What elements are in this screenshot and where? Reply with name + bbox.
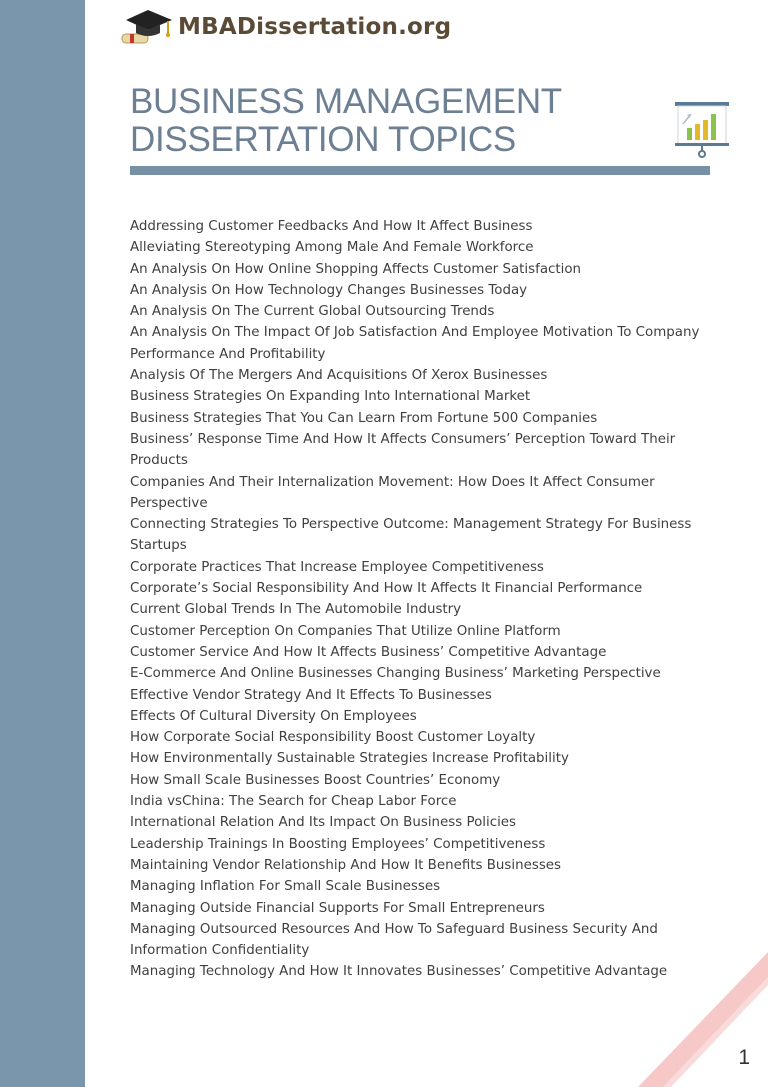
- topic-item: How Environmentally Sustainable Strategies Increase Profitability: [130, 751, 569, 767]
- site-logo[interactable]: [118, 4, 451, 50]
- presentation-chart-icon: [673, 100, 731, 158]
- title-line-2: DISSERTATION TOPICS: [130, 120, 516, 159]
- title-divider: [130, 166, 710, 175]
- topic-item: Addressing Customer Feedbacks And How It Affect Business: [130, 219, 533, 234]
- topic-item: Managing Outside Financial Supports For Small Entrepreneurs: [130, 900, 545, 916]
- left-sidebar-band: [0, 0, 85, 1087]
- topic-item: Managing Outsourced Resources And How To Safeguard Business Security And Information Confidentiality: [130, 921, 658, 959]
- corner-decoration: [558, 897, 768, 1087]
- topic-item: E-Commerce And Online Businesses Changing Business’ Marketing Perspective: [130, 666, 661, 682]
- topic-item: Maintaining Vendor Relationship And How It Benefits Businesses: [130, 857, 562, 873]
- topic-item: Effects Of Cultural Diversity On Employees: [130, 708, 417, 724]
- topic-item: India vsChina: The Search for Cheap Labor Force: [130, 794, 457, 810]
- topic-item: Managing Technology And How It Innovates Businesses’ Competitive Advantage: [130, 964, 668, 980]
- topic-item: How Small Scale Businesses Boost Countries’ Economy: [130, 772, 501, 788]
- topic-item: Managing Inflation For Small Scale Businesses: [130, 879, 441, 895]
- topic-list: [130, 216, 710, 983]
- topic-item: Business Strategies On Expanding Into International Market: [130, 389, 531, 405]
- topic-item: Companies And Their Internalization Movement: How Does It Affect Consumer Perspective: [130, 474, 655, 511]
- topic-item: Corporate Practices That Increase Employee Competitiveness: [130, 559, 544, 575]
- topic-item: An Analysis On How Online Shopping Affects Customer Satisfaction: [130, 261, 582, 277]
- topic-item: Effective Vendor Strategy And It Effects To Businesses: [130, 687, 492, 703]
- logo-text: MBADissertation.org: [178, 14, 452, 40]
- topic-item: Connecting Strategies To Perspective Outcome: Management Strategy For Business Startups: [130, 517, 692, 554]
- topic-item: Current Global Trends In The Automobile Industry: [130, 602, 462, 618]
- topic-item: How Corporate Social Responsibility Boost Customer Loyalty: [130, 730, 536, 746]
- topic-item: Business’ Response Time And How It Affects Consumers’ Perception Toward Their Products: [130, 431, 676, 469]
- topic-item: An Analysis On The Current Global Outsourcing Trends: [130, 304, 495, 320]
- topic-item: An Analysis On The Impact Of Job Satisfaction And Employee Motivation To Company Performance And Profitability: [130, 325, 700, 362]
- topic-item: Analysis Of The Mergers And Acquisitions Of Xerox Businesses: [130, 368, 548, 384]
- topic-item: Business Strategies That You Can Learn From Fortune 500 Companies: [130, 410, 598, 426]
- topic-item: Customer Perception On Companies That Utilize Online Platform: [130, 623, 561, 639]
- topic-item: An Analysis On How Technology Changes Businesses Today: [130, 282, 528, 298]
- topic-item: Leadership Trainings In Boosting Employees’ Competitiveness: [130, 836, 546, 852]
- topic-item: International Relation And Its Impact On Business Policies: [130, 815, 517, 831]
- topic-item: Customer Service And How It Affects Business’ Competitive Advantage: [130, 644, 607, 660]
- graduation-cap-icon: [118, 4, 176, 50]
- title-line-1: BUSINESS MANAGEMENT: [130, 82, 562, 121]
- page-number: 1: [738, 1046, 750, 1069]
- page-title: [130, 83, 650, 159]
- topic-item: Alleviating Stereotyping Among Male And Female Workforce: [130, 240, 534, 256]
- topic-item: Corporate’s Social Responsibility And How It Affects It Financial Performance: [130, 581, 643, 597]
